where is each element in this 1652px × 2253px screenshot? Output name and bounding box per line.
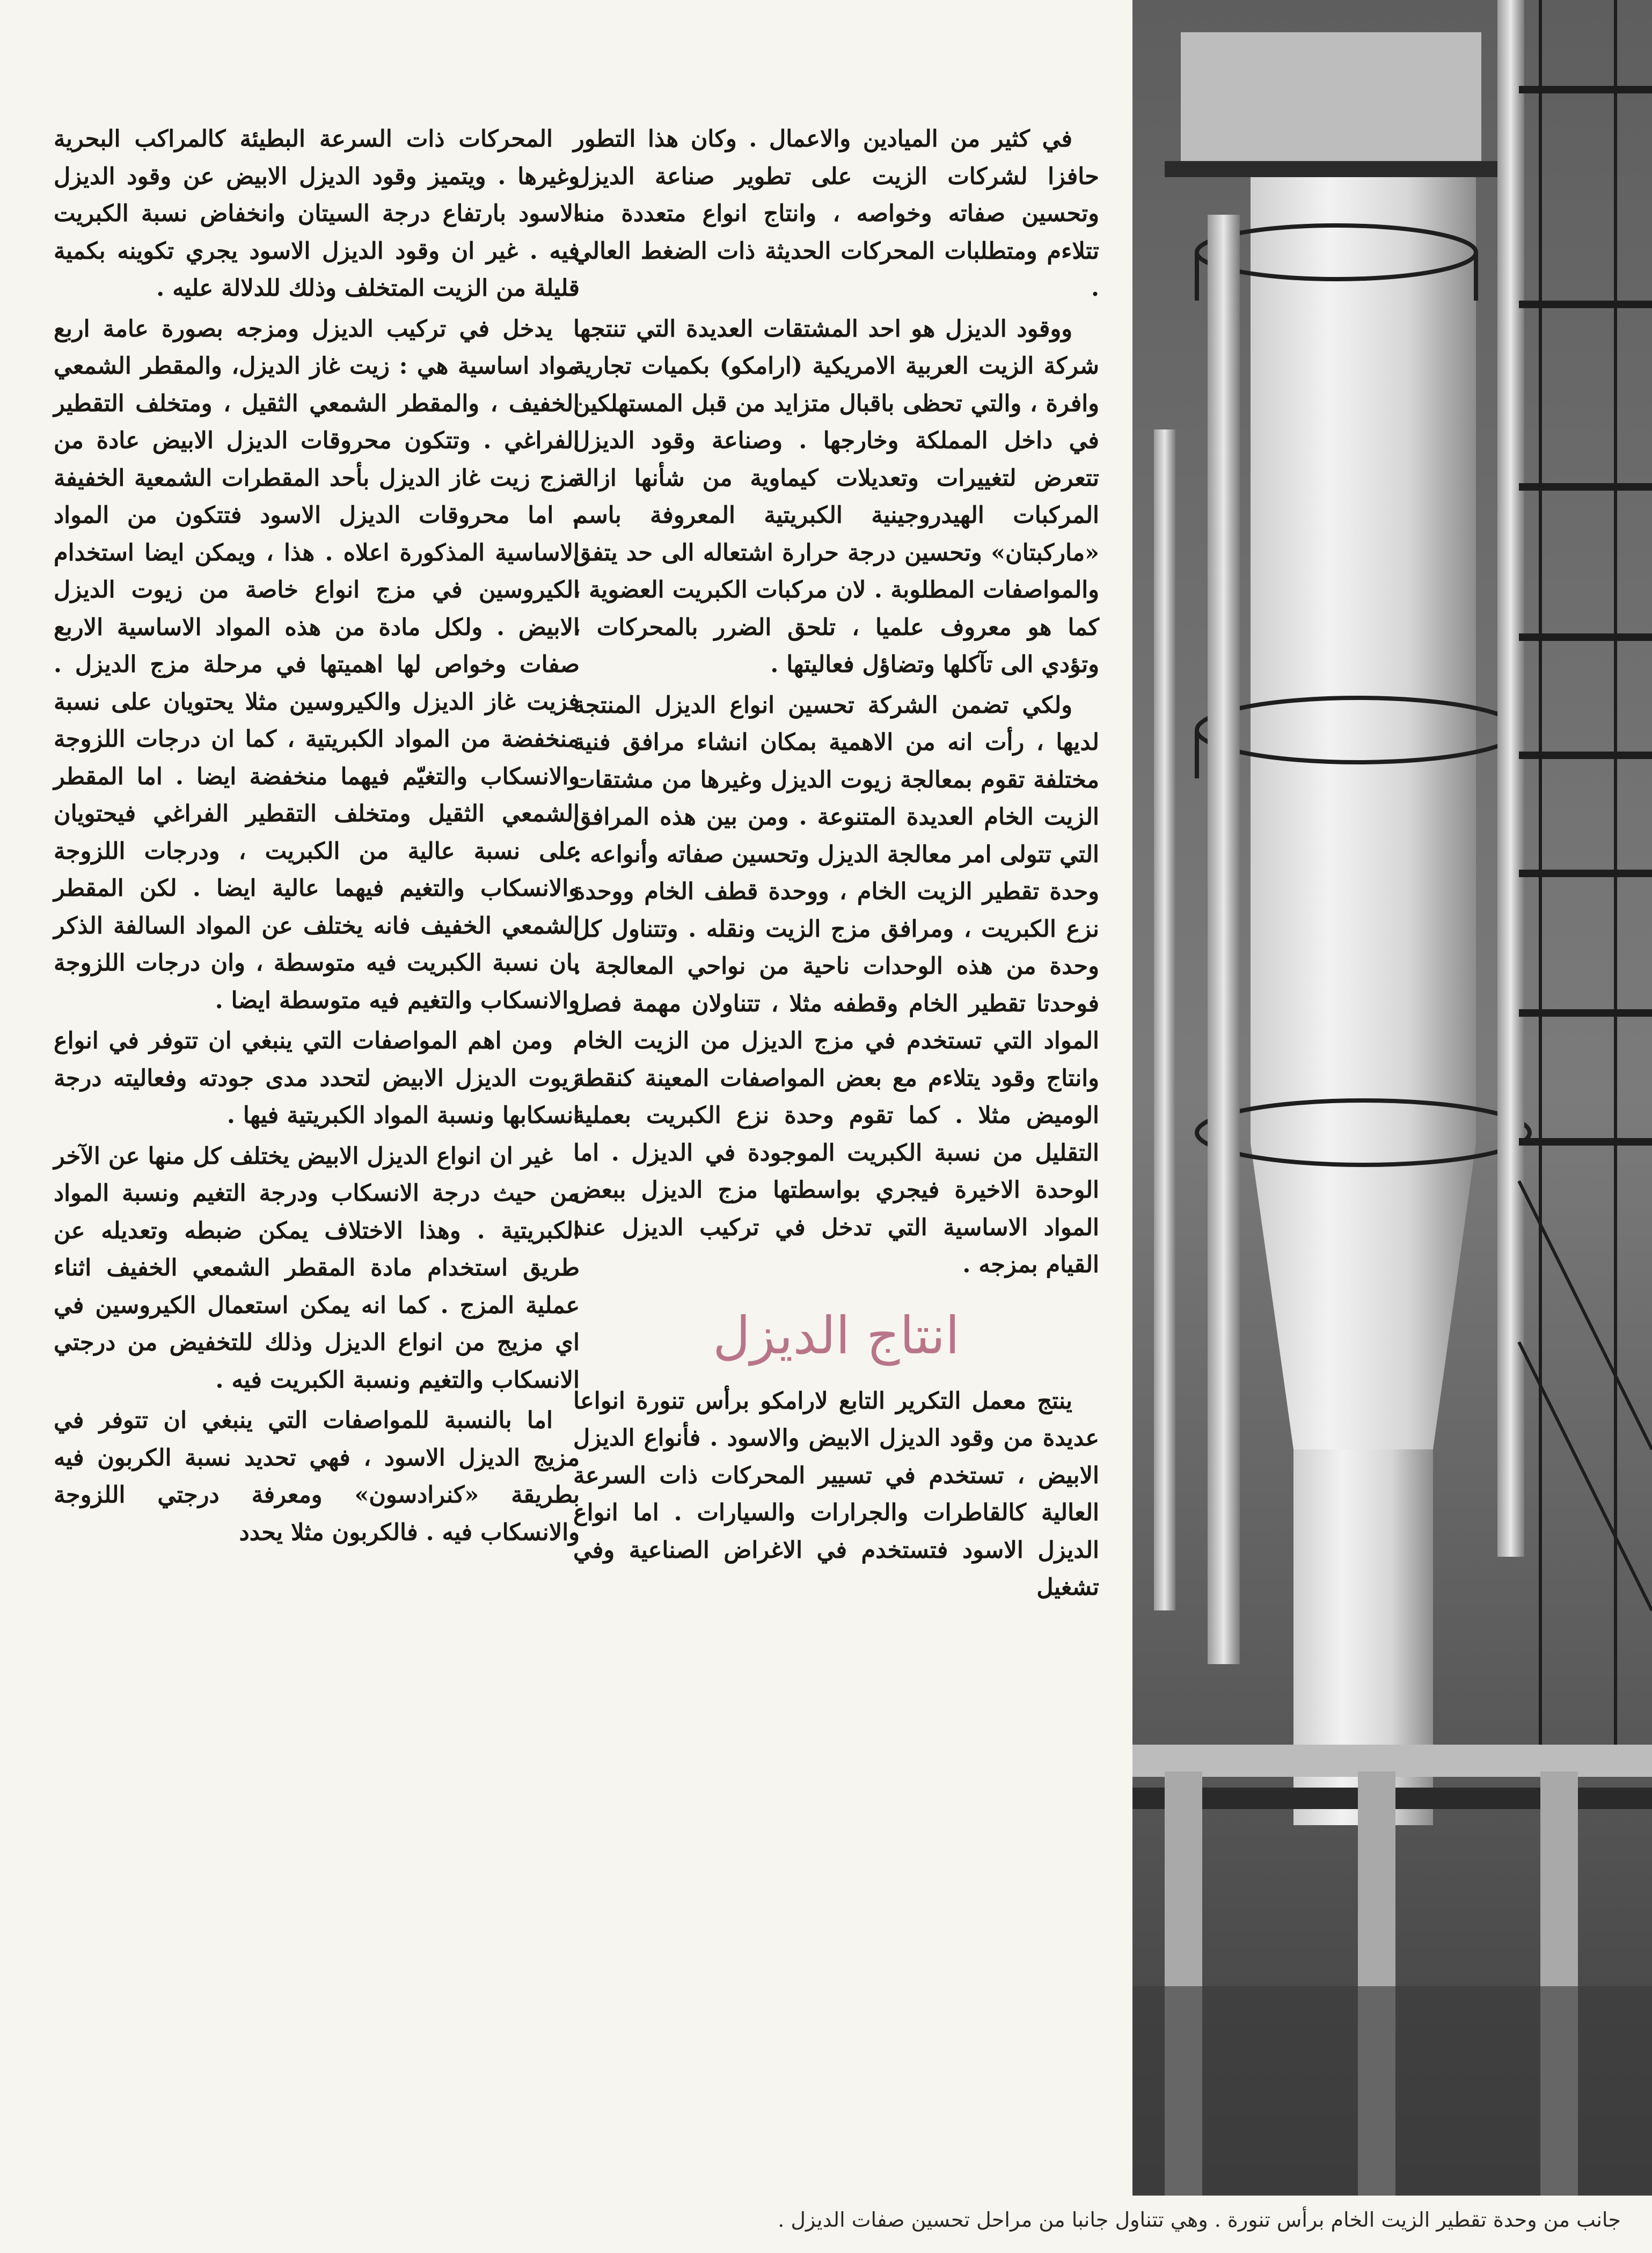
paragraph: ولكي تضمن الشركة تحسين انواع الديزل المنتجة لديها ، رأت انه من الاهمية بمكان انشاء مرافق فنية مختلفة تقوم بمعالجة زيوت الديزل وغيرها من مشتقات الزيت الخام العديدة المتنوعة . ومن بين هذه المرافق التي تتولى امر معالجة الديزل وتحسين صفاته وأنواعه : وحدة تقطير الزيت الخام ، ووحدة قطف الخام ووحدة نزع الكبريت ، ومرافق مزج الزيت ونقله . وتتناول كل وحدة من هذه الوحدات ناحية من نواحي المعالجة . فوحدتا تقطير الخام وقطفه مثلا ، تتناولان مهمة فصل المواد التي تستخدم في مزج الديزل من الزيت الخام وانتاج وقود يتلاءم مع بعض المواصفات المعينة كنقطة الوميض مثلا . كما تقوم وحدة نزع الكبريت بعملية التقليل من نسبة الكبريت الموجودة في الديزل . اما الوحدة الاخيرة فيجري بواسطتها مزج الديزل ببعض المواد الاساسية التي تدخل في تركيب الديزل عند القيام بمزجه .	[573, 691, 1099, 1278]
paragraph: المحركات ذات السرعة البطيئة كالمراكب البحرية وغيرها . ويتميز وقود الديزل الابيض عن وقود الديزل الاسود بارتفاع درجة السيتان وانخفاض نسبة الكبريت فيه . غير ان وقود الديزل الاسود يجري تكوينه بكمية قليلة من الزيت المتخلف وذلك للدلالة عليه .	[54, 126, 580, 302]
paragraph: ينتج معمل التكرير التابع لارامكو برأس تنورة انواعا عديدة من وقود الديزل الابيض والاسود . فأنواع الديزل الابيض ، تستخدم في تسيير المحركات ذات السرعة العالية كالقاطرات والجرارات والسيارات . اما انواع الديزل الاسود فتستخدم في الاغراض الصناعية وفي تشغيل	[573, 1387, 1099, 1601]
paragraph: اما بالنسبة للمواصفات التي ينبغي ان تتوفر في مزيج الديزل الاسود ، فهي تحديد نسبة الكربون فيه بطريقة «كنرادسون» ومعرفة درجتي اللزوجة والانسكاب فيه . فالكربون مثلا يحدد	[54, 1407, 580, 1546]
refinery-photo	[1132, 0, 1652, 2196]
paragraph: ومن اهم المواصفات التي ينبغي ان تتوفر في انواع زيوت الديزل الابيض لتحدد مدى جودته وفعاليته درجة انسكابها ونسبة المواد الكبريتية فيها .	[54, 1027, 580, 1129]
section-heading: انتاج الديزل	[713, 1305, 960, 1366]
text-column-right	[573, 121, 1099, 1610]
paragraph: يدخل في تركيب الديزل ومزجه بصورة عامة اربع مواد اساسية هي : زيت غاز الديزل، والمقطر الشمعي الخفيف ، والمقطر الشمعي الثقيل ، ومتخلف التقطير الفراغي . وتتكون محروقات الديزل الابيض عادة من مزج زيت غاز الديزل بأحد المقطرات الشمعية الخفيفة . اما محروقات الديزل الاسود فتتكون من المواد الاساسية المذكورة اعلاه . هذا ، ويمكن ايضا استخدام الكيروسين في مزج انواع خاصة من زيوت الديزل الابيض . ولكل مادة من هذه المواد الاساسية الاربع صفات وخواص لها اهميتها في مرحلة مزج الديزل . فزيت غاز الديزل والكيروسين مثلا يحتويان على نسبة منخفضة من المواد الكبريتية ، كما ان درجات اللزوجة والانسكاب والتغيّم فيهما منخفضة ايضا . اما المقطر الشمعي الثقيل ومتخلف التقطير الفراغي فيحتويان على نسبة عالية من الكبريت ، ودرجات اللزوجة والانسكاب والتغيم فيهما عالية ايضا . لكن المقطر الشمعي الخفيف فانه يختلف عن المواد السالفة الذكر بان نسبة الكبريت فيه متوسطة ، وان درجات اللزوجة والانسكاب والتغيم فيه متوسطة ايضا .	[54, 315, 580, 1014]
paragraph: ووقود الديزل هو احد المشتقات العديدة التي تنتجها شركة الزيت العربية الامريكية (ارامكو) بكميات تجارية وافرة ، والتي تحظى باقبال متزايد من قبل المستهلكين في داخل المملكة وخارجها . وصناعة وقود الديزل تتعرض لتغييرات وتعديلات كيماوية من شأنها ازالة المركبات الهيدروجينية الكبريتية المعروفة باسم «ماركبتان» وتحسين درجة حرارة اشتعاله الى حد يتفق والمواصفات المطلوبة . لان مركبات الكبريت العضوية ، كما هو معروف علميا ، تلحق الضرر بالمحركات ، وتؤدي الى تآكلها وتضاؤل فعاليتها .	[573, 315, 1099, 678]
text-column-left	[54, 121, 580, 1555]
paragraph: غير ان انواع الديزل الابيض يختلف كل منها عن الآخر من حيث درجة الانسكاب ودرجة التغيم ونسبة المواد الكبريتية . وهذا الاختلاف يمكن ضبطه وتعديله عن طريق استخدام مادة المقطر الشمعي الخفيف اثناء عملية المزج . كما انه يمكن استعمال الكيروسين في اي مزيج من انواع الديزل وذلك للتخفيض من درجتي الانسكاب والتغيم ونسبة الكبريت فيه .	[54, 1142, 580, 1394]
paragraph: في كثير من الميادين والاعمال . وكان هذا التطور حافزا لشركات الزيت على تطوير صناعة الديزل وتحسين صفاته وخواصه ، وانتاج انواع متعددة منه تتلاءم ومتطلبات المحركات الحديثة ذات الضغط العالي .	[573, 126, 1099, 302]
photo-caption: جانب من وحدة تقطير الزيت الخام برأس تنورة . وهي تتناول جانبا من مراحل تحسين صفات الديزل .	[778, 2208, 1621, 2232]
